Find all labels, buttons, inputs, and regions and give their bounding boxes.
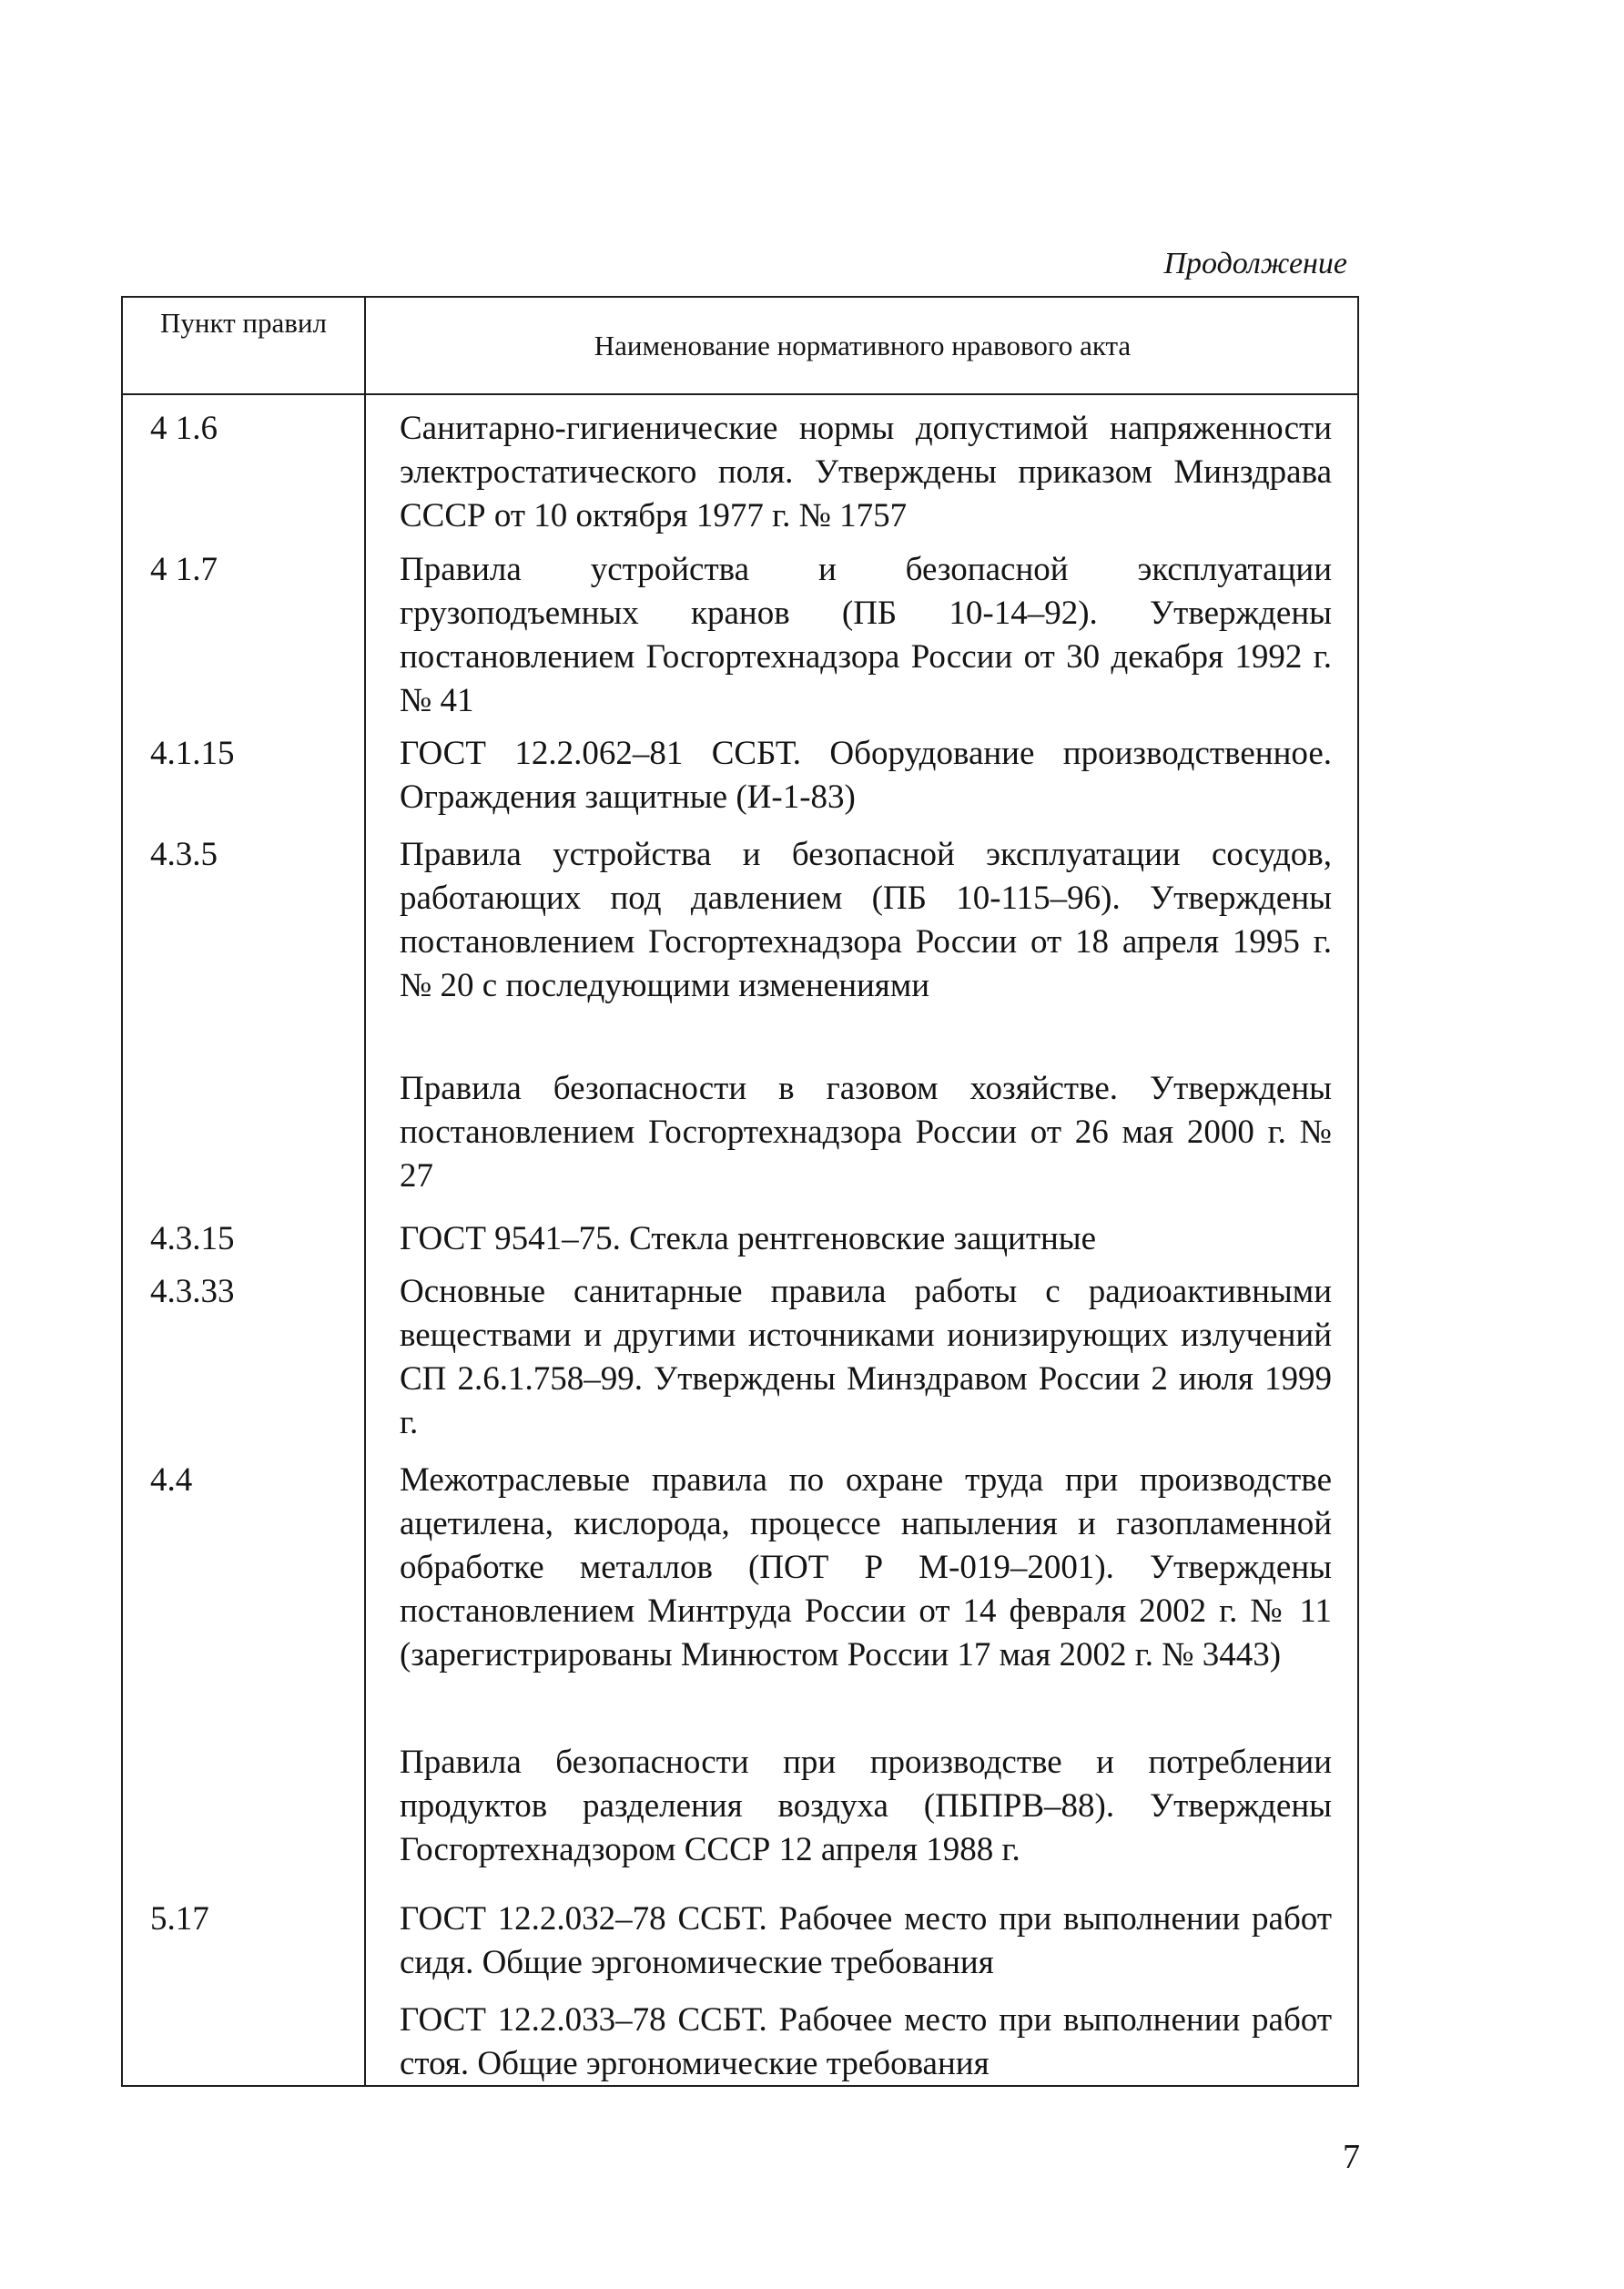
row-act: ГОСТ 12.2.033–78 ССБТ. Рабочее место при выполнении работ стоя. Общие эргономические требования — [400, 2001, 1332, 2082]
row-act: Межотраслевые правила по охране труда при производстве ацетилена, кислорода, процессе напыления и газопламенной обработке металлов (ПОТ Р М-019–2001). Утверждены постановлением Минтруда России от 14 февраля 2002 г. № 11 (зарегистрированы Минюстом России 17 мая 2002 г. № 3443) — [400, 1461, 1332, 1674]
row-clause: 4.4 — [150, 1461, 193, 1499]
regulations-table — [121, 296, 1359, 2087]
row-act: Основные санитарные правила работы с радиоактивными веществами и другими источниками ионизирующих излучений СП 2.6.1.758–99. Утверждены Минздравом России 2 июля 1999 г. — [400, 1273, 1332, 1441]
row-clause: 4.3.15 — [150, 1220, 235, 1257]
column-divider — [364, 298, 366, 2085]
continuation-label: Продолжение — [1163, 247, 1347, 280]
row-clause: 4 1.6 — [150, 410, 218, 447]
row-act: Правила безопасности при производстве и потреблении продуктов разделения воздуха (ПБПРВ–88). Утверждены Госгортехнадзором СССР 12 апреля 1988 г. — [400, 1744, 1332, 1868]
row-clause: 4 1.7 — [150, 551, 218, 588]
row-clause: 4.1.15 — [150, 735, 235, 772]
row-clause: 4.3.5 — [150, 836, 218, 873]
row-act: ГОСТ 12.2.062–81 ССБТ. Оборудование производственное. Ограждения защитные (И-1-83) — [400, 735, 1332, 816]
header-act-column: Наименование нормативного нравового акта — [594, 330, 1132, 361]
row-act: ГОСТ 9541–75. Стекла рентгеновские защитные — [400, 1220, 1097, 1257]
header-clause-column: Пункт правил — [160, 307, 327, 339]
row-clause: 4.3.33 — [150, 1273, 235, 1310]
row-act: ГОСТ 12.2.032–78 ССБТ. Рабочее место при выполнении работ сидя. Общие эргономические требования — [400, 1900, 1332, 1981]
header-divider — [123, 393, 1357, 395]
row-act: Санитарно-гигиенические нормы допустимой напряженности электростатического поля. Утверждены приказом Минздрава СССР от 10 октября 1977 г. № 1757 — [400, 410, 1332, 534]
row-act: Правила безопасности в газовом хозяйстве. Утверждены постановлением Госгортехнадзора России от 26 мая 2000 г. № 27 — [400, 1070, 1332, 1195]
page-number: 7 — [1343, 2138, 1360, 2176]
row-clause: 5.17 — [150, 1900, 209, 1938]
row-act: Правила устройства и безопасной эксплуатации сосудов, работающих под давлением (ПБ 10-115–96). Утверждены постановлением Госгортехнадзора России от 18 апреля 1995 г. № 20 с последующими изменениями — [400, 836, 1332, 1004]
row-act: Правила устройства и безопасной эксплуатации грузоподъемных кранов (ПБ 10-14–92). Утверждены постановлением Госгортехнадзора России от 30 декабря 1992 г. № 41 — [400, 551, 1332, 719]
